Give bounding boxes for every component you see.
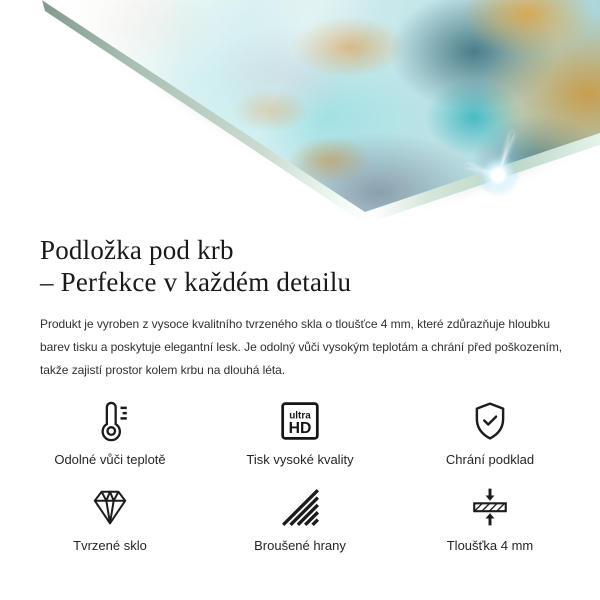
feature-protects-floor [395, 399, 585, 467]
sparkle-core [470, 147, 525, 202]
description-line: Produkt je vyroben z vysoce kvalitního tvrzeného skla o tloušťce 4 mm, které zdůrazňuje hloubku [40, 317, 551, 331]
feature-label: Odolné vůči teplotě [54, 452, 166, 467]
feature-print-quality [205, 399, 395, 467]
feature-polished-edges [205, 485, 395, 553]
beveled-edge-icon [279, 485, 321, 529]
description-line: barev tisku a poskytuje elegantní lesk. Je odolný vůči vysokým teplotám a chrání před poškozením, [40, 340, 563, 354]
description-line: takže zajistí prostor kolem krbu na dlouhá léta. [40, 363, 286, 377]
feature-label: Broušené hrany [254, 538, 346, 553]
thermometer-icon [89, 399, 131, 443]
feature-label: Chrání podklad [445, 452, 535, 467]
page-title-line2: – Perfekce v každém detailu [40, 267, 352, 297]
feature-label: Tisk vysoké kvality [246, 452, 354, 467]
ultra-hd-icon-text-bottom: HD [288, 420, 312, 438]
ultra-hd-icon-text-top: ultra [289, 410, 311, 422]
page-title-line1: Podložka pod krb [40, 235, 234, 265]
ultra-hd-icon [279, 399, 321, 443]
feature-heat-resistant [15, 399, 205, 467]
diamond-icon [88, 485, 132, 529]
product-photo [0, 0, 600, 235]
product-description [40, 313, 588, 382]
shield-check-icon [469, 399, 511, 443]
feature-grid [15, 399, 585, 553]
feature-label: Tloušťka 4 mm [446, 538, 534, 553]
feature-tempered-glass [15, 485, 205, 553]
thickness-press-icon [469, 485, 511, 529]
feature-label: Tvrzené sklo [73, 538, 147, 553]
feature-thickness [395, 485, 585, 553]
page-title [40, 234, 588, 298]
product-text-block [40, 234, 588, 382]
